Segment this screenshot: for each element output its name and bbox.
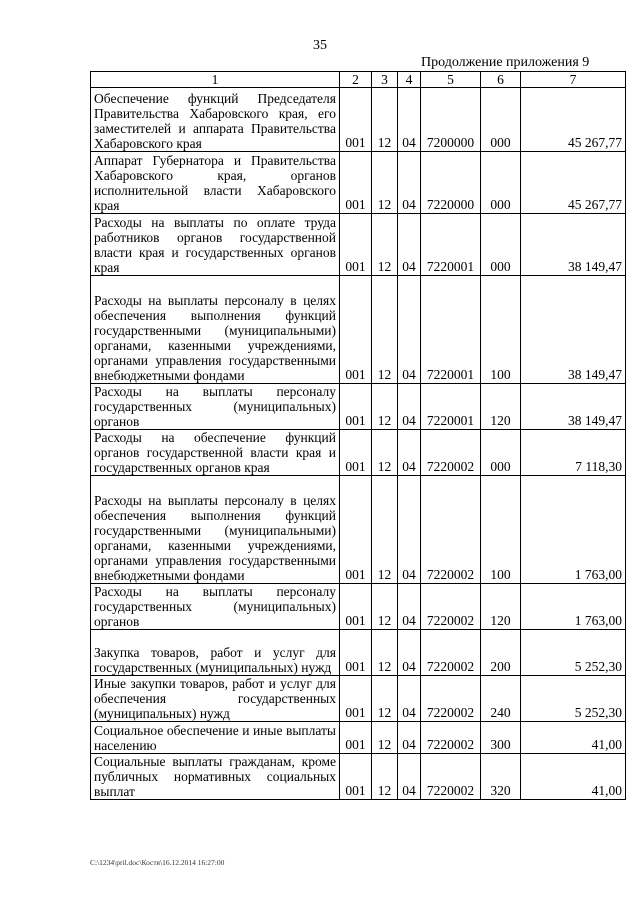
expense-name: Иные закупки товаров, работ и услуг для обеспечения государственных (муниципальных) нужд	[94, 676, 336, 721]
target-article-code-cell	[421, 430, 481, 476]
table-row	[91, 276, 626, 384]
subsection-code-cell	[398, 754, 421, 800]
expense-type-code: 000	[490, 135, 511, 150]
subsection-code: 04	[402, 259, 416, 274]
amount: 41,00	[591, 783, 622, 798]
amount: 41,00	[591, 737, 622, 752]
table-row	[91, 584, 626, 630]
expense-name-cell	[91, 430, 340, 476]
subsection-code: 04	[402, 459, 416, 474]
expense-type-code-cell	[481, 430, 521, 476]
ministry-code-cell	[340, 384, 372, 430]
amount-cell	[521, 630, 626, 676]
amount-cell	[521, 754, 626, 800]
section-code-cell	[372, 630, 398, 676]
subsection-code-cell	[398, 276, 421, 384]
expense-type-code-cell	[481, 88, 521, 152]
expense-name: Расходы на выплаты персоналу в целях обеспечения выполнения функций государственными (муниципальными) органами, казенными учреждениями, органами управления государственными внебюджетными фондами	[94, 293, 336, 383]
expense-name-cell	[91, 476, 340, 584]
ministry-code: 001	[345, 259, 366, 274]
subsection-code: 04	[402, 135, 416, 150]
amount-cell	[521, 214, 626, 276]
table-row	[91, 476, 626, 584]
subsection-code-cell	[398, 88, 421, 152]
expense-name-cell	[91, 384, 340, 430]
section-code: 12	[377, 135, 392, 150]
ministry-code-cell	[340, 276, 372, 384]
expense-type-code: 120	[490, 613, 511, 628]
section-code: 12	[377, 613, 392, 628]
target-article-code-cell	[421, 384, 481, 430]
ministry-code-cell	[340, 476, 372, 584]
expense-type-code-cell	[481, 722, 521, 754]
section-code: 12	[377, 459, 392, 474]
subsection-code-cell	[398, 584, 421, 630]
column-header: 7	[521, 72, 626, 88]
expense-name: Аппарат Губернатора и Правительства Хабаровского края, органов исполнительной власти Хабаровского края	[94, 153, 336, 213]
amount: 5 252,30	[574, 705, 622, 720]
page-number: 35	[313, 38, 327, 53]
target-article-code-cell	[421, 630, 481, 676]
expense-type-code: 100	[490, 567, 511, 582]
section-code: 12	[377, 259, 392, 274]
section-code-cell	[372, 754, 398, 800]
subsection-code: 04	[402, 367, 416, 382]
ministry-code: 001	[345, 413, 366, 428]
table-row	[91, 430, 626, 476]
expense-type-code-cell	[481, 152, 521, 214]
target-article-code-cell	[421, 214, 481, 276]
ministry-code: 001	[345, 613, 366, 628]
target-article-code: 7220002	[426, 659, 475, 674]
amount: 1 763,00	[574, 567, 622, 582]
file-path-footer: C:\1234\pril.doc\Костя\16.12.2014 16:27:00	[90, 858, 225, 867]
expense-name-cell	[91, 754, 340, 800]
target-article-code: 7200000	[426, 135, 475, 150]
subsection-code-cell	[398, 152, 421, 214]
subsection-code-cell	[398, 630, 421, 676]
expense-type-code: 000	[490, 259, 511, 274]
target-article-code: 7220001	[426, 367, 475, 382]
target-article-code: 7220002	[426, 783, 475, 798]
ministry-code-cell	[340, 584, 372, 630]
expense-type-code: 100	[490, 367, 511, 382]
ministry-code-cell	[340, 676, 372, 722]
table-row	[91, 630, 626, 676]
table-row	[91, 88, 626, 152]
amount-cell	[521, 276, 626, 384]
subsection-code-cell	[398, 430, 421, 476]
ministry-code: 001	[345, 197, 366, 212]
expense-name: Закупка товаров, работ и услуг для государственных (муниципальных) нужд	[94, 645, 336, 675]
table-row	[91, 214, 626, 276]
target-article-code: 7220001	[426, 413, 475, 428]
ministry-code-cell	[340, 754, 372, 800]
section-code-cell	[372, 584, 398, 630]
ministry-code-cell	[340, 430, 372, 476]
expense-type-code: 000	[490, 459, 511, 474]
section-code-cell	[372, 476, 398, 584]
expense-name-cell	[91, 584, 340, 630]
ministry-code: 001	[345, 367, 366, 382]
target-article-code-cell	[421, 676, 481, 722]
table-row	[91, 676, 626, 722]
amount: 38 149,47	[568, 259, 622, 274]
amount: 7 118,30	[575, 459, 622, 474]
amount: 38 149,47	[568, 367, 622, 382]
section-code-cell	[372, 276, 398, 384]
expense-type-code-cell	[481, 384, 521, 430]
column-header: 4	[398, 72, 421, 88]
section-code: 12	[377, 567, 392, 582]
subsection-code: 04	[402, 567, 416, 582]
expense-type-code: 240	[490, 705, 511, 720]
target-article-code: 7220002	[426, 613, 475, 628]
section-code-cell	[372, 88, 398, 152]
section-code: 12	[377, 783, 392, 798]
expense-type-code: 200	[490, 659, 511, 674]
expense-name: Обеспечение функций Председателя Правительства Хабаровского края, его заместителей и аппарата Правительства Хабаровского края	[94, 91, 336, 151]
amount-cell	[521, 476, 626, 584]
amount: 1 763,00	[574, 613, 622, 628]
section-code-cell	[372, 214, 398, 276]
section-code-cell	[372, 676, 398, 722]
target-article-code: 7220002	[426, 737, 475, 752]
column-header: 3	[372, 72, 398, 88]
target-article-code: 7220002	[426, 567, 475, 582]
expense-name-cell	[91, 722, 340, 754]
target-article-code-cell	[421, 476, 481, 584]
amount-cell	[521, 722, 626, 754]
expense-name: Расходы на выплаты персоналу государственных (муниципальных) органов	[94, 584, 336, 629]
expense-name-cell	[91, 630, 340, 676]
amount-cell	[521, 584, 626, 630]
ministry-code: 001	[345, 135, 366, 150]
ministry-code: 001	[345, 567, 366, 582]
column-header: 1	[91, 72, 340, 88]
target-article-code: 7220002	[426, 459, 475, 474]
table-row	[91, 152, 626, 214]
expense-name-cell	[91, 276, 340, 384]
target-article-code-cell	[421, 722, 481, 754]
amount: 45 267,77	[568, 197, 622, 212]
subsection-code: 04	[402, 659, 416, 674]
target-article-code-cell	[421, 152, 481, 214]
subsection-code: 04	[402, 613, 416, 628]
section-code-cell	[372, 722, 398, 754]
subsection-code-cell	[398, 384, 421, 430]
table-header-row	[91, 72, 626, 88]
target-article-code: 7220000	[426, 197, 475, 212]
subsection-code: 04	[402, 783, 416, 798]
subsection-code: 04	[402, 737, 416, 752]
column-header: 5	[421, 72, 481, 88]
amount-cell	[521, 430, 626, 476]
subsection-code: 04	[402, 197, 416, 212]
section-code-cell	[372, 152, 398, 214]
table-row	[91, 754, 626, 800]
ministry-code-cell	[340, 88, 372, 152]
amount: 38 149,47	[568, 413, 622, 428]
ministry-code: 001	[345, 737, 366, 752]
subsection-code: 04	[402, 705, 416, 720]
expense-type-code: 120	[490, 413, 511, 428]
expense-name: Социальные выплаты гражданам, кроме публичных нормативных социальных выплат	[94, 754, 336, 799]
amount: 5 252,30	[574, 659, 622, 674]
section-code: 12	[377, 659, 392, 674]
expense-name: Расходы на выплаты персоналу в целях обеспечения выполнения функций государственными (муниципальными) органами, казенными учреждениями, органами управления государственными внебюджетными фондами	[94, 493, 336, 583]
ministry-code-cell	[340, 630, 372, 676]
section-code: 12	[377, 413, 392, 428]
expense-name: Социальное обеспечение и иные выплаты населению	[94, 723, 336, 753]
target-article-code-cell	[421, 584, 481, 630]
subsection-code-cell	[398, 214, 421, 276]
column-header: 6	[481, 72, 521, 88]
target-article-code: 7220002	[426, 705, 475, 720]
expense-type-code-cell	[481, 276, 521, 384]
amount-cell	[521, 152, 626, 214]
expense-name-cell	[91, 88, 340, 152]
section-code: 12	[377, 367, 392, 382]
expense-name-cell	[91, 676, 340, 722]
expense-type-code: 000	[490, 197, 511, 212]
ministry-code: 001	[345, 659, 366, 674]
amount-cell	[521, 88, 626, 152]
target-article-code-cell	[421, 754, 481, 800]
target-article-code-cell	[421, 276, 481, 384]
ministry-code-cell	[340, 214, 372, 276]
budget-table	[90, 71, 626, 800]
subsection-code-cell	[398, 676, 421, 722]
section-code: 12	[377, 197, 392, 212]
target-article-code-cell	[421, 88, 481, 152]
expense-name: Расходы на выплаты по оплате труда работников органов государственной власти края и государственных органов края	[94, 215, 336, 275]
expense-type-code-cell	[481, 476, 521, 584]
section-code: 12	[377, 705, 392, 720]
section-code-cell	[372, 384, 398, 430]
expense-type-code-cell	[481, 754, 521, 800]
expense-type-code-cell	[481, 584, 521, 630]
amount: 45 267,77	[568, 135, 622, 150]
section-code: 12	[377, 737, 392, 752]
amount-cell	[521, 676, 626, 722]
expense-type-code: 300	[490, 737, 511, 752]
subsection-code-cell	[398, 722, 421, 754]
appendix-continuation-label: Продолжение приложения 9	[421, 55, 590, 70]
target-article-code: 7220001	[426, 259, 475, 274]
column-header: 2	[340, 72, 372, 88]
table-row	[91, 722, 626, 754]
expense-type-code-cell	[481, 214, 521, 276]
expense-name: Расходы на выплаты персоналу государственных (муниципальных) органов	[94, 384, 336, 429]
ministry-code-cell	[340, 722, 372, 754]
expense-type-code: 320	[490, 783, 511, 798]
ministry-code: 001	[345, 783, 366, 798]
expense-type-code-cell	[481, 630, 521, 676]
subsection-code-cell	[398, 476, 421, 584]
table-row	[91, 384, 626, 430]
ministry-code: 001	[345, 705, 366, 720]
expense-name-cell	[91, 152, 340, 214]
subsection-code: 04	[402, 413, 416, 428]
section-code-cell	[372, 430, 398, 476]
amount-cell	[521, 384, 626, 430]
ministry-code: 001	[345, 459, 366, 474]
ministry-code-cell	[340, 152, 372, 214]
expense-name-cell	[91, 214, 340, 276]
expense-type-code-cell	[481, 676, 521, 722]
expense-name: Расходы на обеспечение функций органов государственной власти края и государственных органов края	[94, 430, 336, 475]
